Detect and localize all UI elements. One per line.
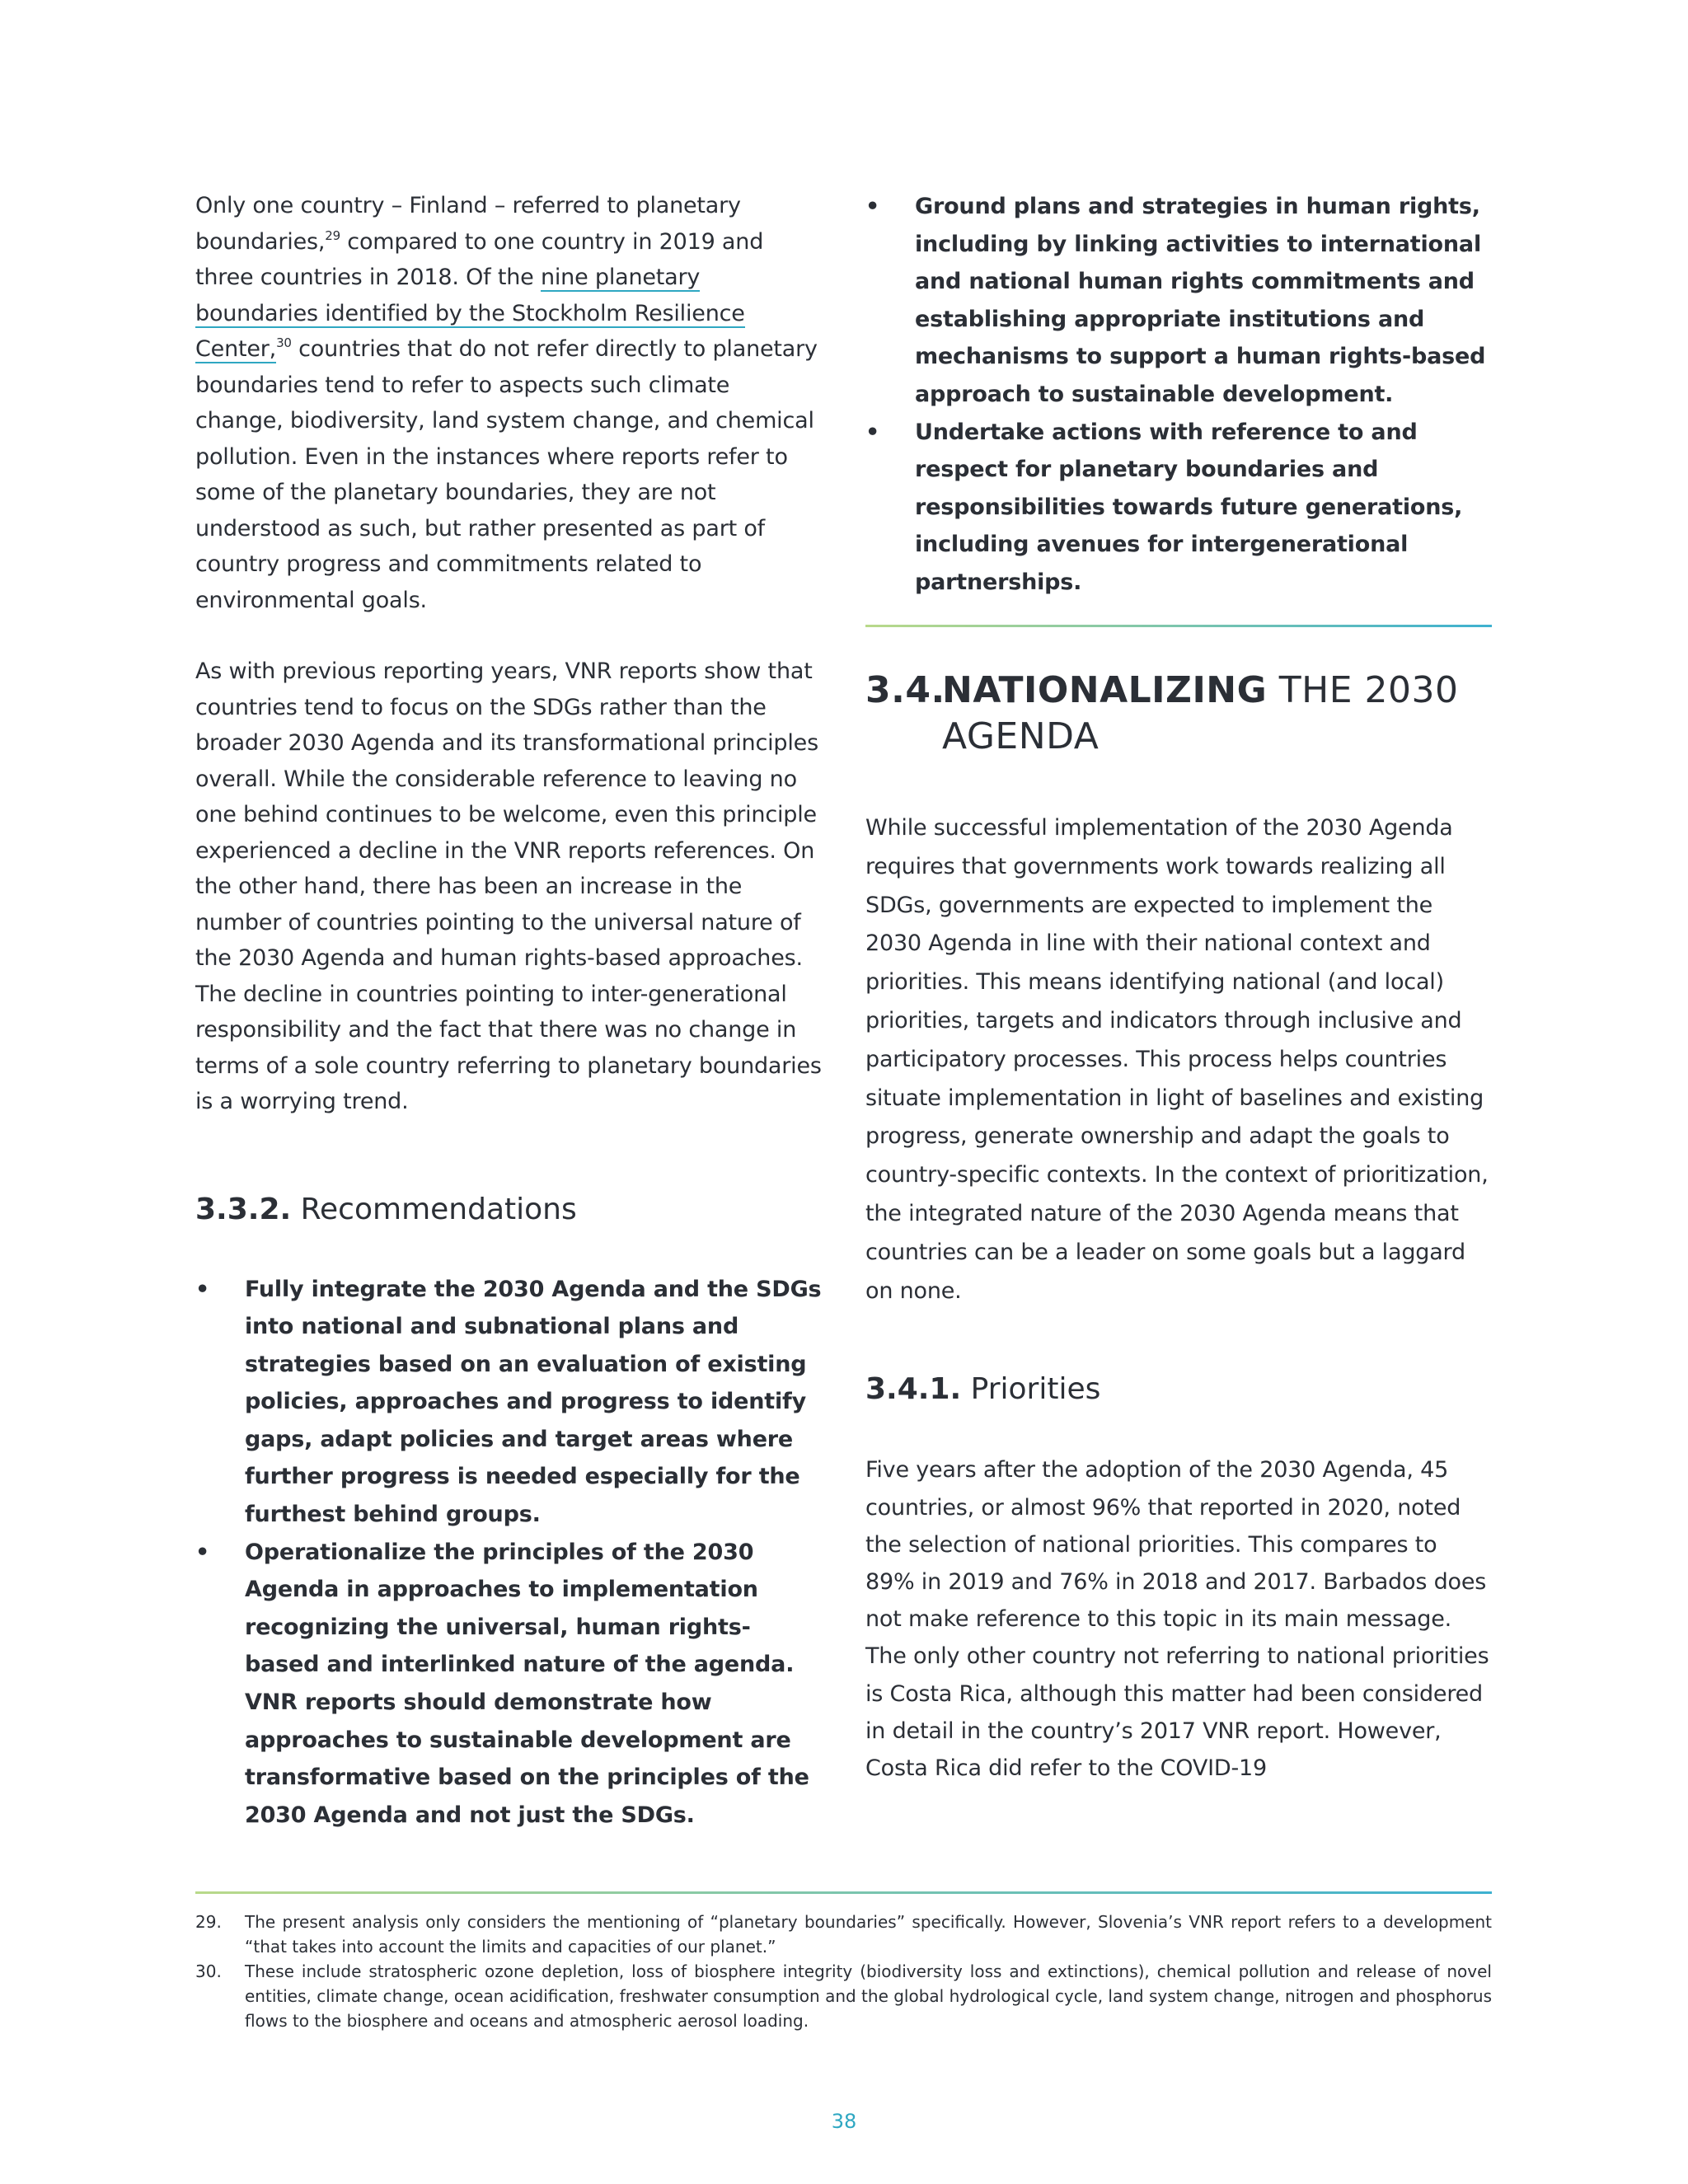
list-item: • Undertake actions with reference to and respect for planetary boundaries and responsibilities towards future generations, including avenues for intergenerational partnerships. xyxy=(865,414,1492,602)
left-column xyxy=(195,188,822,1834)
recommendations-list-right xyxy=(865,188,1492,602)
bullet-icon: • xyxy=(195,1539,210,1565)
list-item: • Fully integrate the 2030 Agenda and the SDGs into national and subnational plans and strategies based on an evaluation of existing policies, approaches and progress to identify gaps, adapt policies and target areas where further progress is needed especially for the furthest behind groups. xyxy=(195,1271,822,1534)
bullet-icon: • xyxy=(865,419,880,445)
list-item: • Operationalize the principles of the 2030 Agenda in approaches to implementation recognizing the universal, human rights-based and interlinked nature of the agenda. VNR reports should demonstrate how approaches to sustainable development are transformative based on the principles of the 2030 Agenda and not just the SDGs. xyxy=(195,1534,822,1835)
footnotes xyxy=(195,1910,1492,2033)
footnote-30: 30. These include stratospheric ozone depletion, loss of biosphere integrity (biodiversity loss and extinctions), chemical pollution and release of novel entities, climate change, ocean acidification, freshwater consumption and the global hydrological cycle, land system change, nitrogen and phosphorus flows to the biosphere and oceans and atmospheric aerosol loading. xyxy=(195,1961,1493,2031)
right-column xyxy=(865,188,1492,602)
paragraph-vnr-focus: As with previous reporting years, VNR reports show that countries tend to focus on the SDGs rather than the broader 2030 Agenda and its transformational principles overall. While the considerable reference to leaving no one behind continues to be welcome, even this principle experienced a decline in the VNR reports references. On the other hand, there has been an increase in the number of countries pointing to the universal nature of the 2030 Agenda and human rights-based approaches. The decline in countries pointing to inter-generational responsibility and the fact that there was no change in terms of a sole country referring to planetary boundaries is a worrying trend. xyxy=(195,658,822,1114)
section-divider xyxy=(865,625,1492,627)
footnote-ref-29[interactable]: 29 xyxy=(325,227,340,243)
recommendations-list-left xyxy=(195,1271,822,1835)
section-nationalizing xyxy=(865,668,1492,1787)
subheading-recommendations: 3.3.2. Recommendations xyxy=(195,1192,577,1226)
list-item: • Ground plans and strategies in human rights, including by linking activities to international and national human rights commitments and establishing appropriate institutions and mechanisms to support a human rights-based approach to sustainable development. xyxy=(865,188,1492,414)
footnote-divider xyxy=(195,1891,1492,1894)
page-number: 38 xyxy=(831,2110,857,2133)
paragraph-priorities: Five years after the adoption of the 2030 Agenda, 45 countries, or almost 96% that reported in 2020, noted the selection of national priorities. This compares to 89% in 2019 and 76% in 2018 and 2017. Barbados does not make reference to this topic in its main message. The only other country not referring to national priorities is Costa Rica, although this matter had been considered in detail in the country’s 2017 VNR report. However, Costa Rica did refer to the COVID-19 xyxy=(865,1457,1489,1781)
section-title: 3.4. NATIONALIZING THE 2030 AGENDA xyxy=(865,669,1459,757)
paragraph-planetary-boundaries: Only one country – Finland – referred to planetary boundaries,$^{29}$ compared to one country in 2019 and three countries in 2018. Of the nine planetary boundaries identified by the Stockholm Resilience Center,$^{30}$ countries that do not refer directly to planetary boundaries tend to refer to aspects such climate change, biodiversity, land system change, and chemical pollution. Even in the instances where reports refer to some of the planetary boundaries, they are not understood as such, but rather presented as part of country progress and commitments related to environmental goals. xyxy=(195,193,818,613)
bullet-icon: • xyxy=(865,194,880,219)
stockholm-resilience-link[interactable]: nine planetary boundaries identified by the Stockholm Resilience Center, xyxy=(195,265,745,362)
paragraph-nationalizing: While successful implementation of the 2030 Agenda requires that governments work towards realizing all SDGs, governments are expected to implement the 2030 Agenda in line with their national context and priorities. This means identifying national (and local) priorities, targets and indicators through inclusive and participatory processes. This process helps countries situate implementation in light of baselines and existing progress, generate ownership and adapt the goals to country-specific contexts. In the context of prioritization, the integrated nature of the 2030 Agenda means that countries can be a leader on some goals but a laggard on none. xyxy=(865,815,1489,1304)
footnote-29: 29. The present analysis only considers the mentioning of “planetary boundaries” specifically. However, Slovenia’s VNR report refers to a development “that takes into account the limits and capacities of our planet.” xyxy=(195,1912,1492,1957)
bullet-icon: • xyxy=(195,1276,210,1302)
subheading-priorities: 3.4.1. Priorities xyxy=(865,1372,1101,1407)
footnote-ref-30[interactable]: 30 xyxy=(276,335,292,350)
